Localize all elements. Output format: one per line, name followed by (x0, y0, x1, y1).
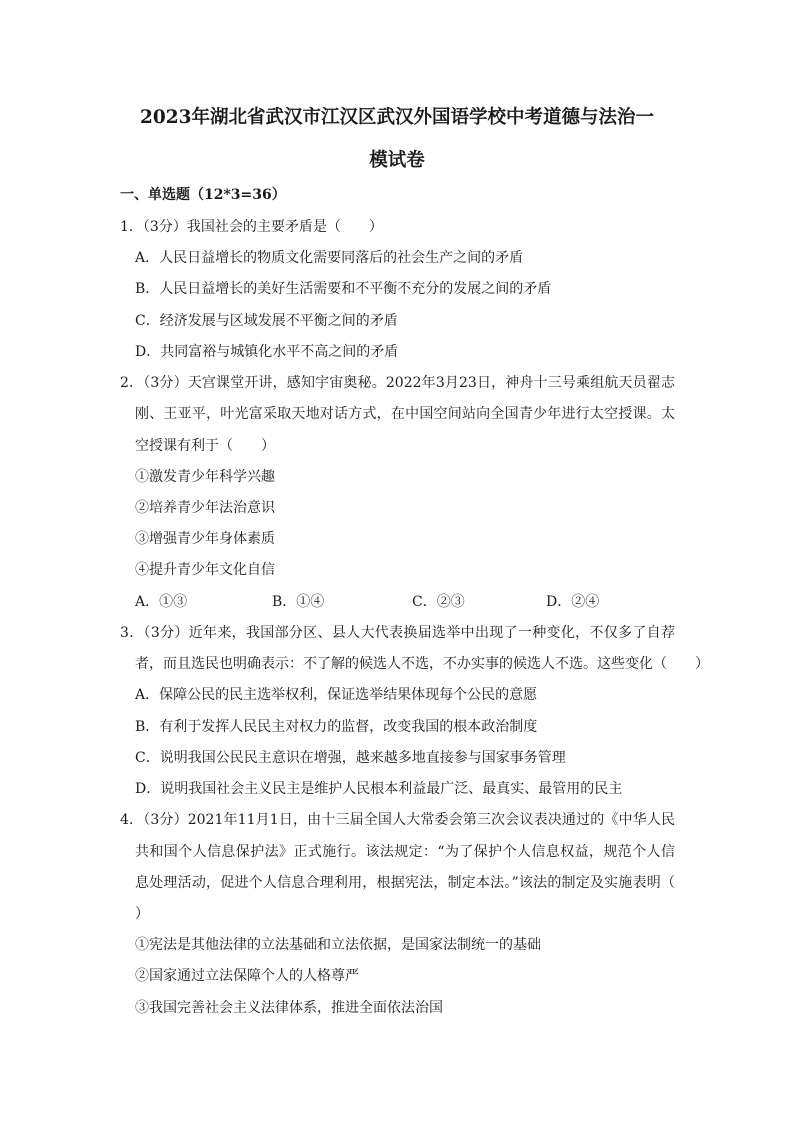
question-2-choice-d: D．②④ (546, 594, 600, 610)
question-2-item-1: ①激发青少年科学兴趣 (135, 469, 275, 485)
question-2-stem-line-2: 刚、王亚平，叶光富采取天地对话方式，在中国空间站向全国青少年进行太空授课。太 (135, 406, 675, 422)
question-2-choice-b: B．①④ (272, 594, 325, 610)
question-3-stem-line-2: 者，而且选民也明确表示：不了解的候选人不选，不办实事的候选人不选。这些变化（ ） (135, 656, 709, 672)
question-1-option-a: A．人民日益增长的物质文化需要同落后的社会生产之间的矛盾 (135, 250, 524, 266)
question-2-choice-c: C．②③ (412, 594, 465, 610)
question-2-item-4: ④提升青少年文化自信 (135, 562, 275, 578)
question-4-item-2: ②国家通过立法保障个人的人格尊严 (135, 968, 359, 984)
question-3-option-d: D．说明我国社会主义民主是维护人民根本利益最广泛、最真实、最管用的民主 (135, 781, 623, 797)
question-1-option-d: D．共同富裕与城镇化水平不高之间的矛盾 (135, 344, 399, 360)
question-4-stem-line-4: ） (135, 906, 149, 922)
question-2-choice-a: A．①③ (135, 594, 188, 610)
exam-title-line-1: 2023年湖北省武汉市江汉区武汉外国语学校中考道德与法治一 (140, 107, 654, 128)
section-heading: 一、单选题（12*3=36） (120, 187, 286, 203)
question-3-option-a: A．保障公民的民主选举权利，保证选举结果体现每个公民的意愿 (135, 687, 538, 703)
exam-title-line-2: 模试卷 (369, 150, 425, 171)
question-4-stem: 4．（3分）2021年11月1日，由十三届全国人大常委会第三次会议表决通过的《中华人民 (120, 812, 675, 828)
question-2-item-3: ③增强青少年身体素质 (135, 531, 275, 547)
question-4-stem-line-2: 共和国个人信息保护法》正式施行。该法规定：“为了保护个人信息权益，规范个人信 (135, 844, 675, 860)
question-3-stem: 3．（3分）近年来，我国部分区、县人大代表换届选举中出现了一种变化，不仅多了自荐 (120, 625, 675, 641)
question-2-stem-line-3: 空授课有利于（ ） (135, 438, 275, 454)
question-4-item-1: ①宪法是其他法律的立法基础和立法依据，是国家法制统一的基础 (135, 937, 541, 953)
question-1-option-b: B．人民日益增长的美好生活需要和不平衡不充分的发展之间的矛盾 (135, 281, 552, 297)
question-2-item-2: ②培养青少年法治意识 (135, 500, 275, 516)
question-4-item-3: ③我国完善社会主义法律体系，推进全面依法治国 (135, 1000, 443, 1016)
question-2-stem: 2．（3分）天宫课堂开讲，感知宇宙奥秘。2022年3月23日，神舟十三号乘组航天员翟志 (120, 375, 675, 391)
question-1-stem: 1．（3分）我国社会的主要矛盾是（ ） (120, 219, 383, 235)
question-3-option-c: C．说明我国公民民主意识在增强，越来越多地直接参与国家事务管理 (135, 750, 566, 766)
question-1-option-c: C．经济发展与区域发展不平衡之间的矛盾 (135, 313, 398, 329)
question-3-option-b: B．有利于发挥人民民主对权力的监督，改变我国的根本政治制度 (135, 719, 538, 735)
question-4-stem-line-3: 息处理活动，促进个人信息合理利用，根据宪法，制定本法。”该法的制定及实施表明（ (135, 875, 675, 891)
